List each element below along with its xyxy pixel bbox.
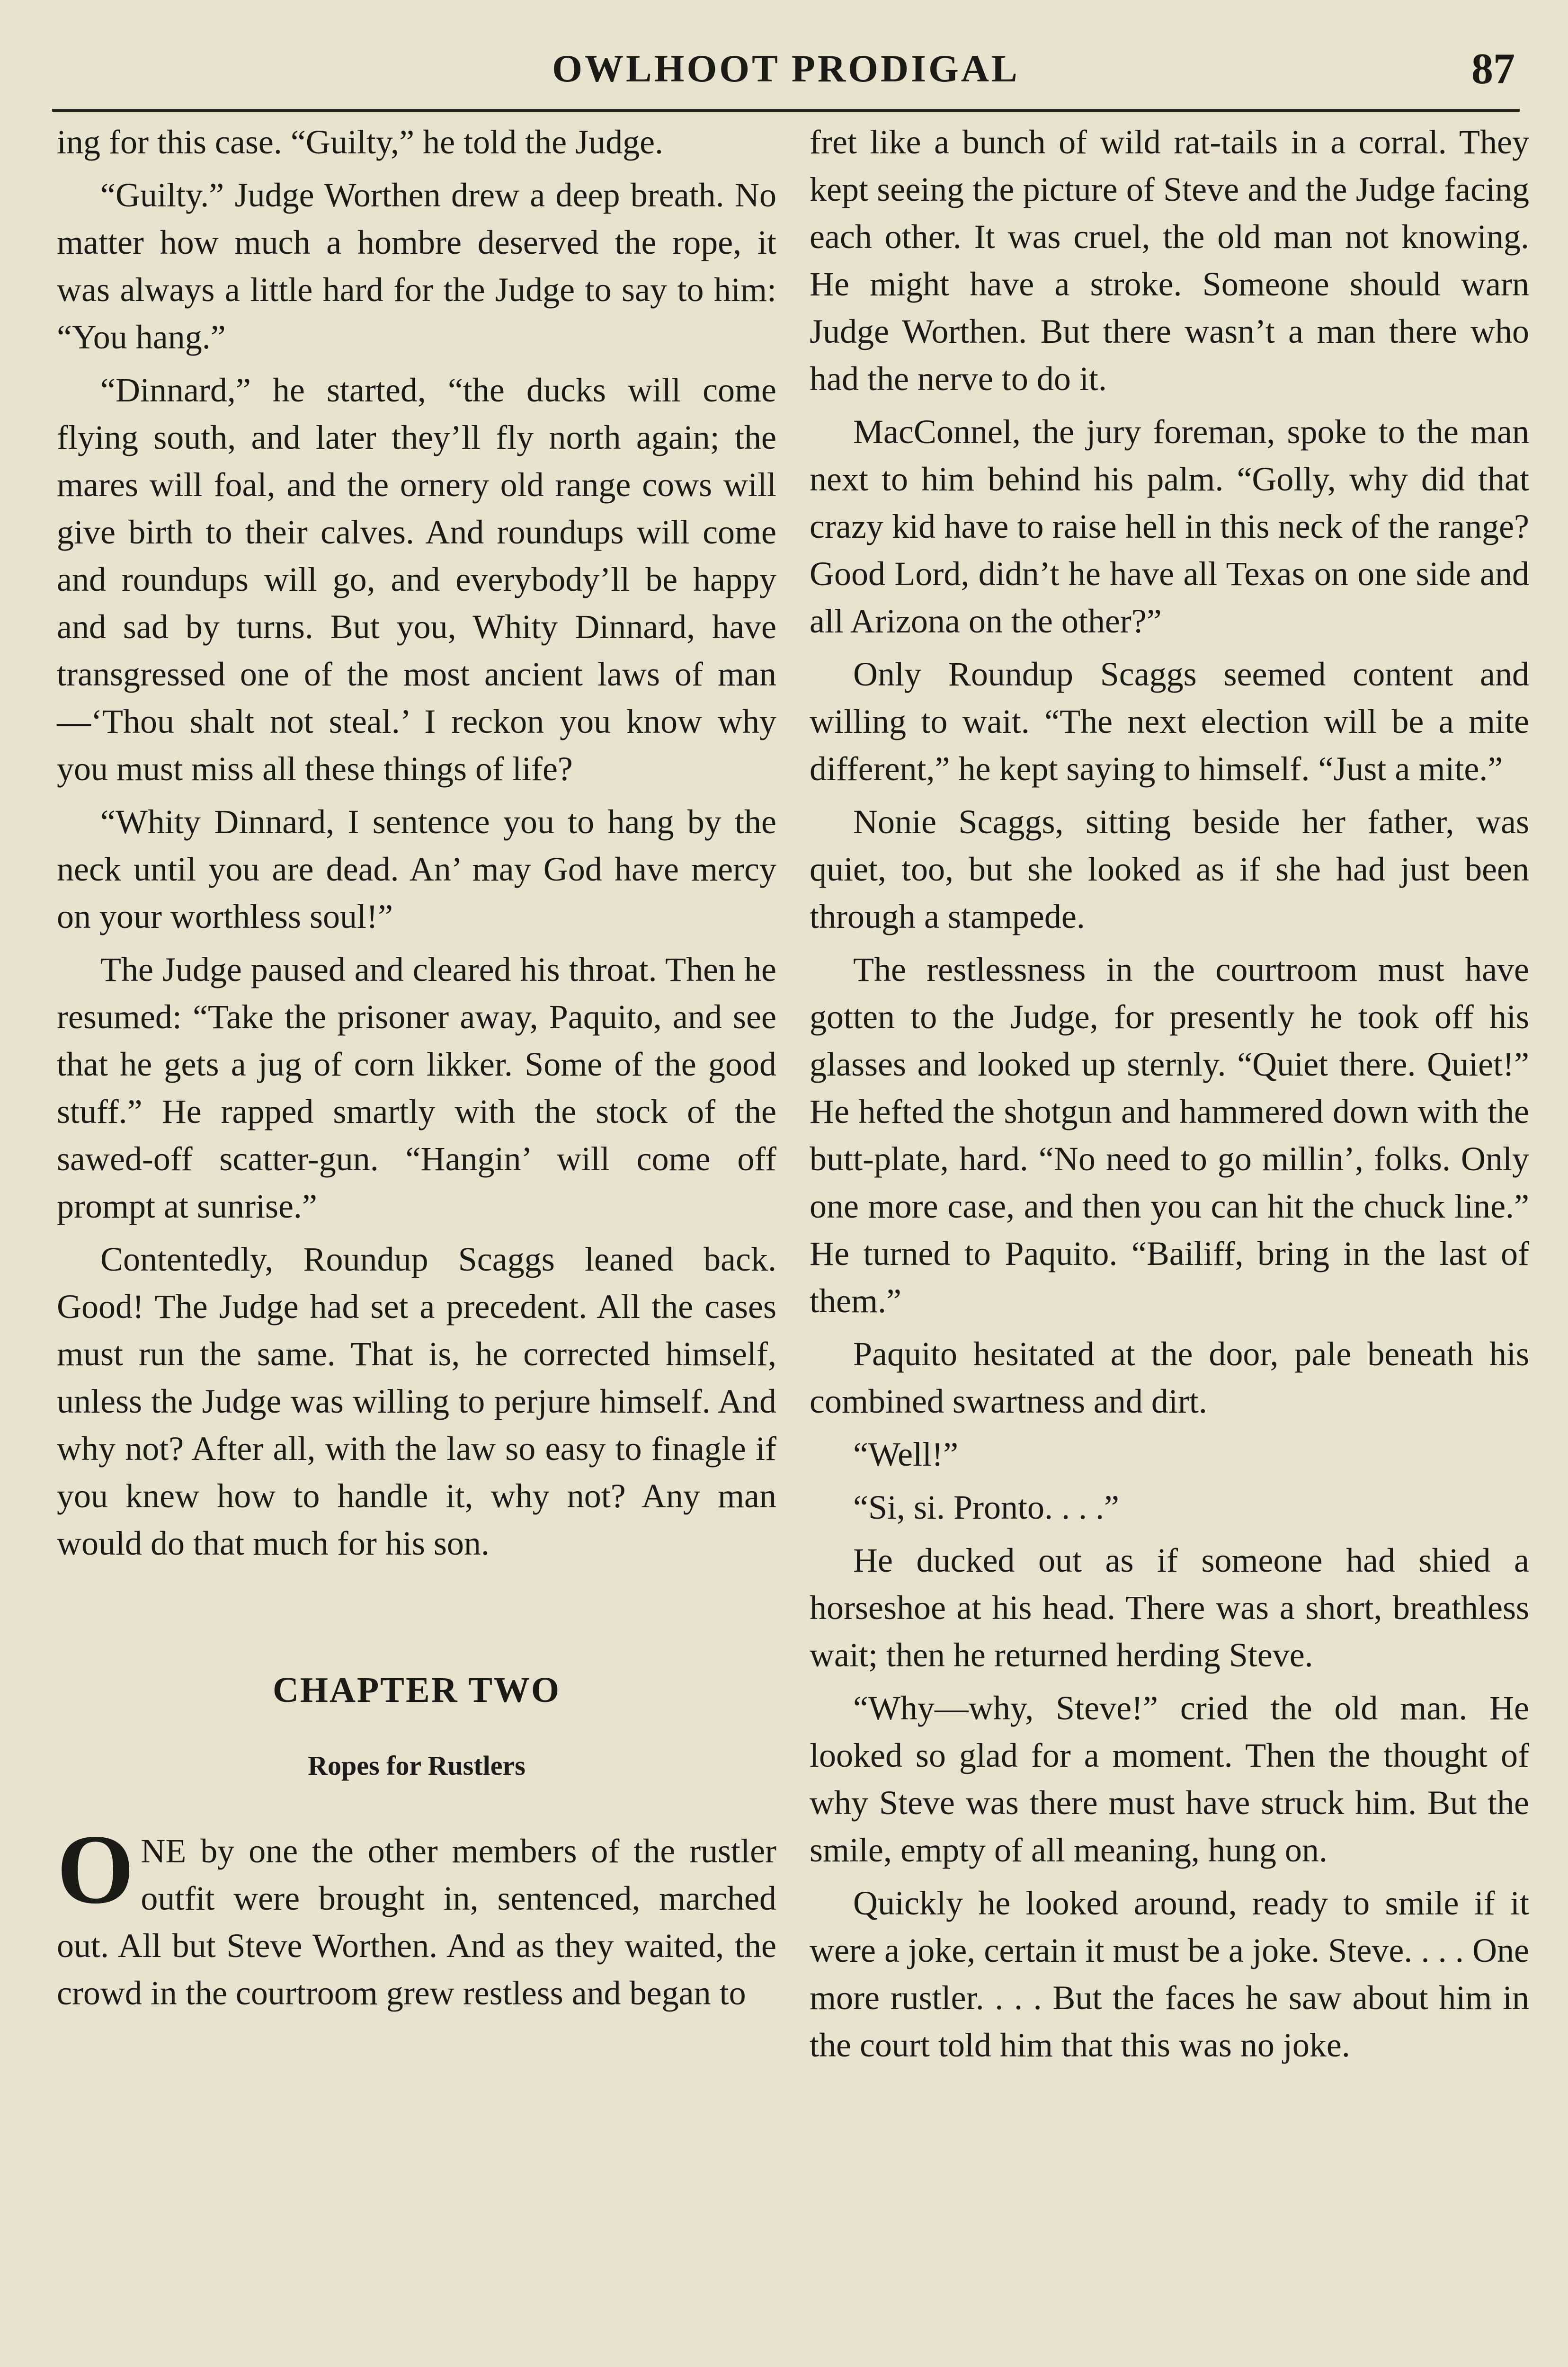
drop-cap: O xyxy=(57,1815,134,1924)
paragraph: “Dinnard,” he started, “the ducks will come flying south, and later they’ll fly north again; the mares will foal, and the ornery old range cows will give birth to their calves. And roundups will come and roundups will go, and everybody’ll be happy and sad by turns. But you, Whity Dinnard, have transgressed one of the most ancient laws of man—‘Thou shalt not steal.’ I reckon you know why you must miss all these things of life? xyxy=(57,371,776,788)
paragraph: “Well!” xyxy=(853,1435,959,1473)
chapter-subtitle: Ropes for Rustlers xyxy=(308,1750,526,1781)
paragraph: ing for this case. “Guilty,” he told the Judge. xyxy=(57,123,664,161)
right-column xyxy=(810,118,1529,2367)
left-column xyxy=(57,118,776,2367)
chapter-title: CHAPTER TWO xyxy=(272,1670,561,1710)
page-header xyxy=(52,38,1520,112)
paragraph: MacConnel, the jury foreman, spoke to the man next to him behind his palm. “Golly, why did that crazy kid have to raise hell in this neck of the range? Good Lord, didn’t he have all Texas on one side and all Arizona on the other?” xyxy=(810,413,1529,640)
paragraph: Only Roundup Scaggs seemed content and willing to wait. “The next election will be a mite different,” he kept saying to himself. “Just a mite.” xyxy=(810,655,1529,788)
page-number: 87 xyxy=(1471,44,1515,93)
paragraph: The restlessness in the courtroom must have gotten to the Judge, for presently he took off his glasses and looked up sternly. “Quiet there. Quiet!” He hefted the shotgun and hammered down with the butt-plate, hard. “No need to go millin’, folks. Only one more case, and then you can hit the chuck line.” He turned to Paquito. “Bailiff, bring in the last of them.” xyxy=(810,951,1529,1320)
paragraph: “Guilty.” Judge Worthen drew a deep breath. No matter how much a hombre deserved the rope, it was always a little hard for the Judge to say to him: “You hang.” xyxy=(57,176,776,356)
paragraph: “Why—why, Steve!” cried the old man. He looked so glad for a moment. Then the thought of why Steve was there must have struck him. But the smile, empty of all meaning, hung on. xyxy=(810,1689,1529,1869)
paragraph: fret like a bunch of wild rat-tails in a corral. They kept seeing the picture of Steve and the Judge facing each other. It was cruel, the old man not knowing. He might have a stroke. Someone should warn Judge Worthen. But there wasn’t a man there who had the nerve to do it. xyxy=(810,123,1529,398)
paragraph: Quickly he looked around, ready to smile if it were a joke, certain it must be a joke. Steve. . . . One more rustler. . . . But the faces he saw about him in the court told him that this was no joke. xyxy=(810,1884,1529,2064)
paragraph: He ducked out as if someone had shied a horseshoe at his head. There was a short, breathless wait; then he returned herding Steve. xyxy=(810,1541,1529,1674)
paragraph: The Judge paused and cleared his throat. Then he resumed: “Take the prisoner away, Paquito, and see that he gets a jug of corn likker. Some of the good stuff.” He rapped smartly with the stock of the sawed-off scatter-gun. “Hangin’ will come off prompt at sunrise.” xyxy=(57,951,776,1225)
paragraph: Nonie Scaggs, sitting beside her father, was quiet, too, but she looked as if she had just been through a stampede. xyxy=(810,803,1529,935)
running-title: OWLHOOT PRODIGAL xyxy=(552,47,1020,90)
paragraph: “Whity Dinnard, I sentence you to hang by the neck until you are dead. An’ may God have mercy on your worthless soul!” xyxy=(57,803,776,935)
paragraph: Paquito hesitated at the door, pale beneath his combined swartness and dirt. xyxy=(810,1335,1529,1420)
paragraph: “Si, si. Pronto. . . .” xyxy=(853,1488,1120,1526)
chapter-opening-paragraph xyxy=(57,1815,776,2017)
paragraph: Contentedly, Roundup Scaggs leaned back. Good! The Judge had set a precedent. All the cases must run the same. That is, he corrected himself, unless the Judge was willing to perjure himself. And why not? After all, with the law so easy to finagle if you knew how to handle it, why not? Any man would do that much for his son. xyxy=(57,1240,776,1562)
chapter-opening-text: NE by one the other members of the rustler outfit were brought in, sentenced, marched out. All but Steve Worthen. And as they waited, the crowd in the courtroom grew restless and began to xyxy=(57,1832,776,2012)
